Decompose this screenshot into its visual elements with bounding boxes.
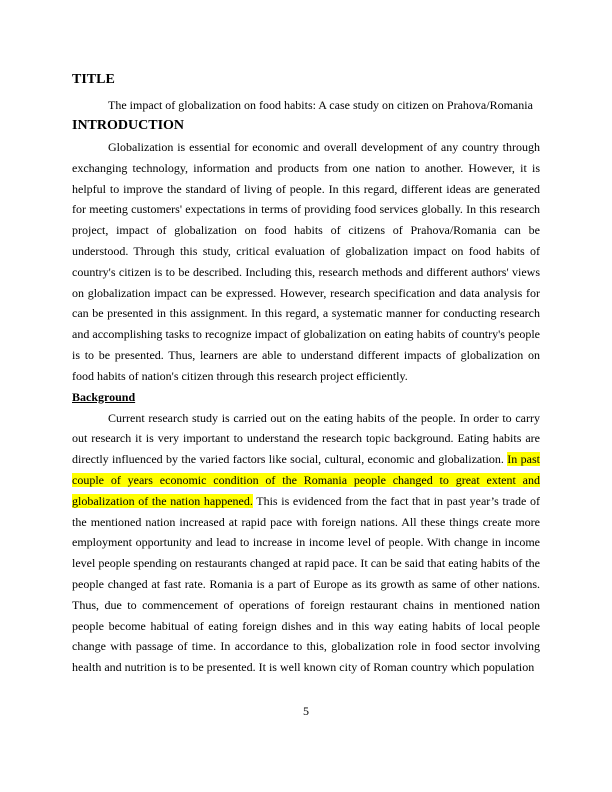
background-paragraph	[72, 408, 540, 678]
background-text-end: This is evidenced from the fact that in past year’s trade of the mentioned nation increased at rapid pace with foreign nations. All these things create more employment opportunity and lead to increase in income level of people. With change in income level people spending on restaurants changed at rapid pace. It can be said that eating habits of the people changed at fast rate. Romania is a part of Europe as its growth as same of other nations. Thus, due to commencement of operations of foreign restaurant chains in mentioned nation people become habitual of eating foreign dishes and in this way eating habits of local people change with passage of time. In accordance to this, globalization role in food sector involving health and nutrition is to be presented. It is well known city of Roman country which population	[72, 493, 540, 675]
introduction-paragraph: Globalization is essential for economic and overall development of any country through exchanging technology, information and products from one nation to another. However, it is helpful to improve the standard of living of people. In this regard, different ideas are generated for meeting customers' expectations in terms of providing food services globally. In this research project, impact of globalization on food habits of citizens of Prahova/Romania can be understood. Through this study, critical evaluation of globalization impact on food habits of country's citizen is to be described. Including this, research methods and different authors' views on globalization impact can be expressed. However, research specification and data analysis for can be presented in this assignment. In this regard, a systematic manner for conducting research and accomplishing tasks to recognize impact of globalization on eating habits of country's people is to be presented. Thus, learners are able to understand different impacts of globalization on food habits of nation's citizen through this research project efficiently.	[72, 140, 540, 383]
document-page	[72, 70, 540, 678]
highlighted-text: In past couple of years economic condition of the Romania people changed to great extent and globalization of the nation happened.	[72, 452, 540, 508]
page-number: 5	[303, 704, 309, 718]
background-heading: Background	[72, 389, 136, 404]
title-heading: TITLE	[72, 72, 115, 87]
title-text: The impact of globalization on food habits: A case study on citizen on Prahova/Romania	[108, 98, 533, 112]
introduction-heading: INTRODUCTION	[72, 118, 185, 133]
background-text-start: Current research study is carried out on the eating habits of the people. In order to carry out research it is very important to understand the research topic background. Eating habits are directly influenced by the varied factors like social, cultural, economic and globalization.	[72, 410, 540, 467]
